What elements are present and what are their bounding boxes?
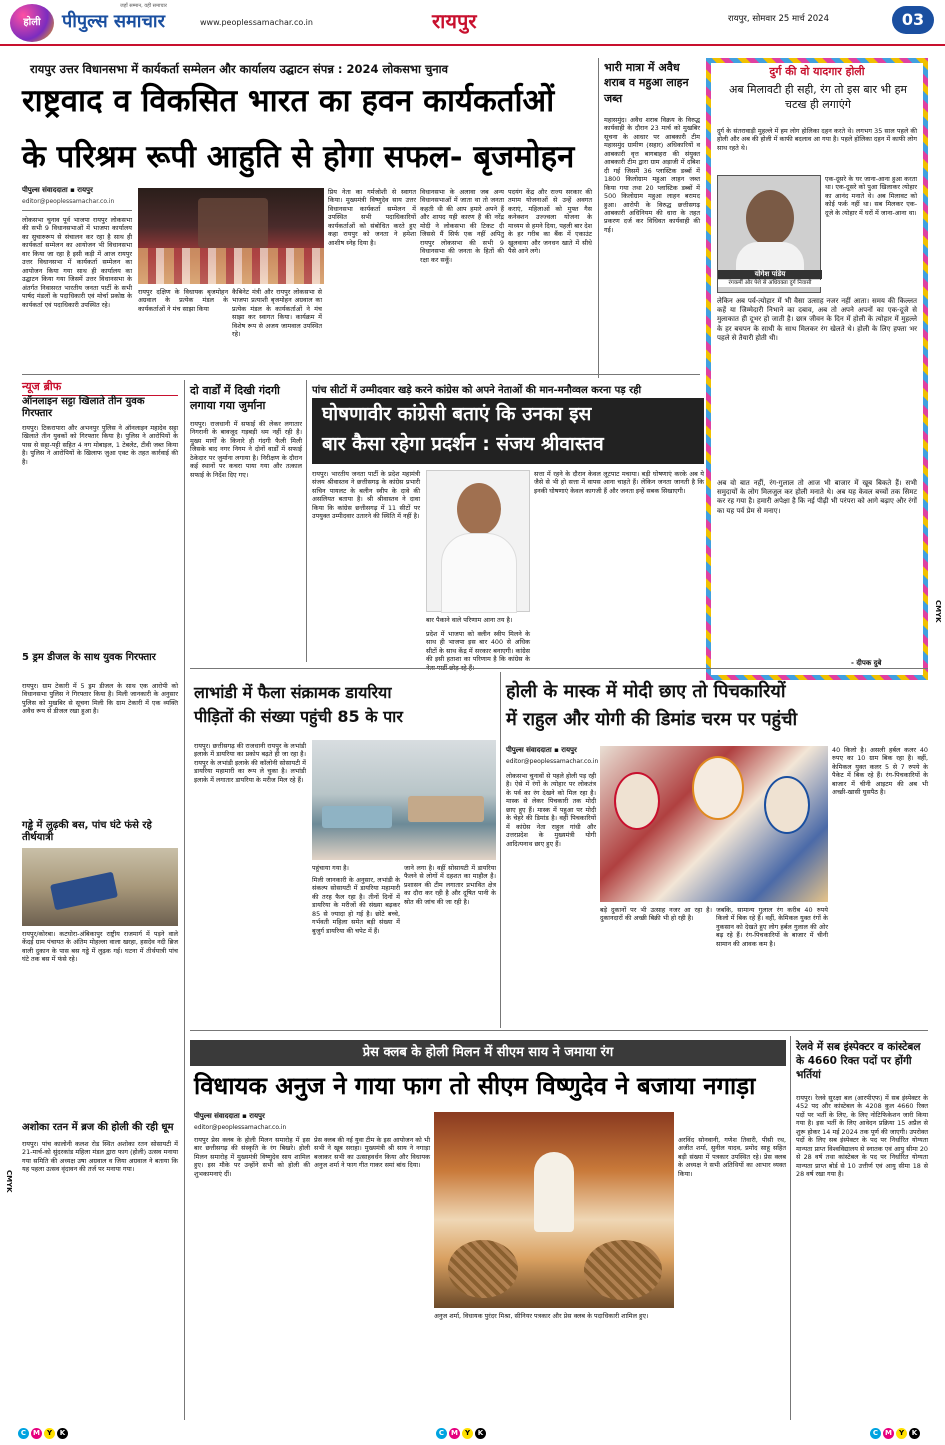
cmyk-y-dot: Y <box>44 1428 55 1439</box>
lead-col-4: विधानसभा के अलावा जब अन्य विधानसभाओं में जाता था तो जनता कहती थी की आप हमारे अपने हैं और शायद यही कारण है की नरेंद्र मोदी ने लोकसभा की टिकट दी जिससे मैं सिर्फ एक नहीं अपितु रायपुर लोकसभा की सभी 9 विधानसभा की जनता के हितों की रक्षा कर सकूँ। <box>420 188 504 264</box>
congress-text-2: प्रदेश में भाजपा को क्लीन स्वीप मिलने के साथ ही भाजपा इस बार 400 से अधिक सीटों के साथ केंद्र में सरकार बनाएगी। कांग्रेस की इसी हताशा का परिणाम है कि कांग्रेस के <box>426 630 530 664</box>
news-brief-label: न्यूज ब्रीफ <box>22 380 178 396</box>
hospital-bed-1 <box>322 806 392 828</box>
holi-person-photo <box>717 175 821 293</box>
cm-figure <box>534 1152 574 1232</box>
holi-column-byline: - दीपक दुबे <box>851 659 882 667</box>
congress-text-3: सत्ता में रहने के दौरान केवल लूटपाट मचाया। बड़ी घोषणाएं करके अब ये जैसे से भी हो सत्ता में वापस आना चाहते हैं। लेकिन जनता जानती है कि इनकी घोषणाएं केवल कागजी हैं और जनता इन्हें सबक सिखाएगी। <box>534 470 704 495</box>
page-number: 03 <box>892 6 934 34</box>
cmyk-c-dot: C <box>18 1428 29 1439</box>
cm-holi-photo <box>434 1112 674 1308</box>
lead-photo-crowd <box>138 248 324 284</box>
diarrhea-text-1: रायपुर। छत्तीसगढ़ की राजधानी रायपुर के लभांडी इलाके में डायरिया का प्रकोप बढ़ते ही जा रहा है। रायपुर के लभांडी इलाके की कॉलोनी सोसायटी में डायरिया महामारी का रूप ले चुका है। लभांडी इलाके में लगातार डायरिया के मरीज मिल रहे हैं। <box>194 742 306 784</box>
holi-masks-byline-name: पीपुल्स संवाददाता <box>506 746 552 754</box>
lead-side-divider <box>598 58 599 378</box>
city-name: रायपुर <box>432 9 477 33</box>
holi-masks-text-2: जबकि, सामान्य गुलाल रंग करीब 40 रुपये किलो में बिक रहे हैं। वहीं, केमिकल युक्त रंगों के नुकसान को देखते हुए लोग हर्बल गुलाल की ओर बढ़ रहे हैं। रंग-पिचकारियों के बाजार में चीनी सामान की आवक कम है। <box>716 906 828 948</box>
holi-column-box <box>706 58 928 680</box>
lead-byline-city: रायपुर <box>77 186 93 194</box>
cmyk-k-dot: K <box>57 1428 68 1439</box>
sanjay-photo <box>426 470 530 612</box>
railway-text: रायपुर। रेलवे सुरक्षा बल (आरपीएफ) में सब इंस्पेक्टर के 452 पद और कांस्टेबल के 4208 कुल 4660 रिक्त पदों पर भर्ती के लिए, के लिए नोटिफिकेशन जारी किया गया है। इस भर्ती के लिए आवेदन प्रक्रिया 15 अप्रैल से शुरू होकर 14 मई 2024 तक पूर्ण की जाएगी। उपरोक्त पदों के लिए सब इंस्पेक्टर के पद पर निर्धारित योग्यता मान्यता प्राप्त विश्वविद्यालय से स्नातक एवं आयु सीमा 20 से 28 वर्ष तथा कांस्टेबल के पद पर निर्धारित योग्यता मान्यता प्राप्त बोर्ड से 10 उत्तीर्ण एवं आयु सीमा 18 से 28 वर्ष रखा गया है। <box>796 1094 928 1179</box>
lead-byline: पीपुल्स संवाददाता ▪ रायपुर <box>22 186 93 194</box>
garbage-divider <box>306 380 307 662</box>
lead-email[interactable]: editor@peoplessamachar.co.in <box>22 198 115 205</box>
congress-photo-caption: बार पैकाने वाले परिणाम आना तय है। <box>426 616 513 624</box>
footer-cmyk-left <box>18 1428 70 1439</box>
lead-photo <box>138 188 324 284</box>
cm-holi-text-1: रायपुर प्रेस क्लब के होली मिलन समारोह में इस बार छत्तीसगढ़ की संस्कृति के रंग बिखरे। होली मिलन समारोह में मुख्यमंत्री विष्णुदेव साय शामिल हुए। इस मौके पर उन्होंने सभी को होली की शुभकामनाएं दीं। <box>194 1136 310 1178</box>
congress-headline-1: घोषणावीर कांग्रेसी बताएं कि उनका इस <box>322 403 592 425</box>
cmyk-c-dot-right: C <box>870 1428 881 1439</box>
diarrhea-headline-1: लाभांडी में फैला संक्रामक डायरिया <box>194 683 392 702</box>
cmyk-m-dot-right: M <box>883 1428 894 1439</box>
cmyk-y-dot-center: Y <box>462 1428 473 1439</box>
diarrhea-text-2: मिली जानकारी के अनुसार, लभांडी के संकल्प सोसायटी में डायरिया महामारी की तरह फैल रहा है। तीनों दिनों में डायरिया के मरीजों की संख्या बढ़कर 85 से ज्यादा हो गई है। छोटे बच्चे, गर्भवती महिला समेत बड़ी संख्या में बुजुर्ग डायरिया की चपेट में हैं। <box>312 876 400 935</box>
cm-holi-byline: पीपुल्स संवाददाता ▪ रायपुर <box>194 1112 265 1120</box>
cmyk-y-dot-right: Y <box>896 1428 907 1439</box>
holi-masks-headline-1: होली के मास्क में मोदी छाए तो पिचकारियों <box>506 681 786 702</box>
garbage-text: रायपुर। राजधानी में सफाई की लेकर लगातार निगरानी के बावजूद गड़बड़ी थम नहीं रही है। मुख्य मार्गों के किनारे ही गंदगी फैली मिली जिसके बाद नगर निगम ने दोनों वार्डों में सफाई ठेकेदार पर जुर्माना लगाया है। निरीक्षण के दौरान कई स्थानों पर कचरा पाया गया और तत्काल सफाई के निर्देश दिए गए। <box>190 420 302 479</box>
holi-column-title: दुर्ग की वो यादगार होली <box>769 65 865 78</box>
holi-column-text-4: अब वो बात नहीं, रंग-गुलाल तो आज भी बाजार में खूब बिकते हैं। सभी समुदायों के लोग मिलजुल कर होली मनाते थे। अब यह केवल बच्चों तक सिमट कर रह गया है। हमारी अपेक्षा है कि नई पीढ़ी भी परंपरा को आगे बढ़ाए और रंगों का यह पर्व प्रेम से मनाए। <box>717 479 917 515</box>
holi-column-text-1: दुर्ग के संतरावाड़ी मुहल्ले में हम लोग होलिका दहन करते थे। लगभग 35 साल पहले की होली और अब की होली में काफी बदलाव आ गया है। पहले होलिका दहन में काफी लोग साथ रहते थे। <box>717 127 917 152</box>
lead-col-2: कैबिनेट मंत्री और रायपुर लोकसभा से भाजपा प्रत्याशी बृजमोहन अग्रवाल का प्रत्येक मंडल के कार्यकर्ताओं ने मंच साझा कर स्वागत किया। कार्यक्रम में विशेष रूप से अजय जामवाल उपस्थित रहे। <box>232 288 322 339</box>
lead-photo-caption: रायपुर दक्षिण के विधायक बृजमोहन अग्रवाल के प्रत्येक मंडल के कार्यकर्ताओं ने मंच साझा किया <box>138 288 228 313</box>
cm-holi-text-3: अरविंद सोनवानी, गणेश तिवारी, पीसी रथ, अजीत शर्मा, सुनील यादव, प्रमोद साहू सहित बड़ी संख्या में पत्रकार उपस्थित रहे। प्रेस क्लब के अध्यक्ष ने सभी अतिथियों का आभार व्यक्त किया। <box>678 1136 786 1178</box>
bus-shape <box>50 872 118 911</box>
holi-column-text-3: लेकिन अब पर्व-त्योहार में भी वैसा उत्साह नजर नहीं आता। समय की किल्लत कहें या जिम्मेदारी निभाने का दबाव, अब तो अपने अपनों का एक-दूजे से मुलाकात ही दूभर हो जाती है। छात्र जीवन के दिन में होली के त्योहार में मुहल्ले के हर बचपन के साथी के साथ मिलकर रंग खेलते थे। होली के लिए हफ्ता भर पहले से तैयारी होती थी। <box>717 297 917 342</box>
person-shirt <box>736 242 804 270</box>
holi-badge-label: होली <box>23 17 41 28</box>
brief-headline-3: गड्ढे में लुढ़की बस, पांच घंटे फंसे रहे तीर्थयात्री <box>22 820 152 843</box>
holi-masks-byline: पीपुल्स संवाददाता ▪ रायपुर <box>506 746 577 754</box>
mask-face-3 <box>764 776 810 834</box>
diarrhea-headline-2: पीड़ितों की संख्या पहुंची 85 के पार <box>194 707 403 726</box>
liquor-text: महासमुंद। अवैध शराब विक्रय के विरुद्ध कार्यवाही के दौरान 23 मार्च को मुखबिर सूचना के आधार पर आबकारी टीम महासमुंद ग्रामीण (सहार) अधिकारियों व आबकारी वृत्त बागबाहरा की संयुक्त आबकारी टीम द्वारा ग्राम अड़ाजी में दबिश दी गई जिसमें 36 प्लास्टिक डब्बों में 1800 किलोग्राम महुआ लाहन जब्त किया गया तथा 20 प्लास्टिक डब्बों में 500 किलोग्राम महुआ लाहन बरामद हुआ। आरोपी के विरुद्ध छत्तीसगढ़ आबकारी अधिनियम की धारा के तहत प्रकरण दर्ज कर विधिवत कार्यवाही की गई। <box>604 116 700 234</box>
diarrhea-divider <box>500 672 501 1028</box>
footer-cmyk-center <box>436 1428 488 1439</box>
congress-kicker: पांच सीटों में उम्मीदवार खड़े करने कांग्रेस को अपने नेताओं की मान-मनौव्वल करना पड़ रही <box>312 385 642 396</box>
brief-divider <box>184 380 185 1420</box>
lead-photo-stage <box>198 198 268 248</box>
nagada-drum-2 <box>584 1240 662 1300</box>
masks-photo <box>600 746 828 902</box>
lead-byline-name: पीपुल्स संवाददाता <box>22 186 68 194</box>
cm-holi-byline-city: रायपुर <box>249 1112 265 1120</box>
holi-person-name: योगेश पांडेय <box>718 270 822 279</box>
cmyk-m-dot-center: M <box>449 1428 460 1439</box>
lead-col-5: पदयंग केंद्र और राज्य सरकार की तमाम योजनाओं से उन्हें अवगत कराएं, महिलाओं को मुफ्त गैस कनेक्शन उज्ज्वला योजना के माध्यम से हमने दिया, पहली बार देश के हर गरीब का बैंक में एकाउंट खुलवाया और जनधन खाते में सीधे पैसे आने लगे। <box>508 188 592 256</box>
lead-bottom-rule <box>22 374 700 375</box>
holi-column-subtitle: अब मिलावटी ही सही, रंग तो इस बार भी हम चटख ही लगाएंगे <box>729 83 907 111</box>
holi-masks-text-3: 40 किलो है। असली हर्बल कलर 40 रुपए का 10 ग्राम बिक रहा है। वहीं, केमिकल युक्त कलर 5 से 7 रुपये के पैकेट में बिक रहे हैं। रंग-पिचकारियों के बाजार में चीनी आइटम की अब भी अच्छी-खासी घुसपैठ है। <box>832 746 928 797</box>
garbage-headline: दो वार्डों में दिखी गंदगी लगाया गया जुर्माना <box>190 384 280 412</box>
mid-rule <box>190 668 928 669</box>
holi-person-caption: रंगकर्मी और पेशे से अधिवक्ता दुर्ग निवासी <box>718 280 822 287</box>
congress-headline-2: बार कैसा रहेगा प्रदर्शन : संजय श्रीवास्तव <box>322 433 604 455</box>
railway-divider <box>790 1036 791 1420</box>
cm-holi-photo-caption: अनुज शर्मा, विधायक पुरंदर मिश्रा, सीनियर पत्रकार और प्रेस क्लब के पदाधिकारी शामिल हुए। <box>434 1312 649 1320</box>
sanjay-kurta <box>441 533 517 613</box>
dateline: रायपुर, सोमवार 25 मार्च 2024 <box>728 14 829 24</box>
website[interactable]: www.peoplessamachar.co.in <box>200 18 313 27</box>
holi-masks-byline-city: रायपुर <box>561 746 577 754</box>
liquor-headline: भारी मात्रा में अवैध शराब व महुआ लाहन जब्त <box>604 61 689 105</box>
lead-byline-rule <box>22 210 132 211</box>
brief-headline-4: अशोका रतन में ब्रज की होली की रही धूम <box>22 1122 174 1133</box>
mask-face-1 <box>614 772 660 830</box>
cmyk-m-dot: M <box>31 1428 42 1439</box>
brief-headline-1: ऑनलाइन सट्टा खिलाते तीन युवक गिरफ्तार <box>22 396 145 419</box>
railway-headline: रेलवे में सब इंस्पेक्टर व कांस्टेबल के 4660 रिक्त पदों पर होंगी भर्तियां <box>796 1041 921 1082</box>
cm-holi-kicker: प्रेस क्लब के होली मिलन में सीएम साय ने जमाया रंग <box>362 1045 614 1060</box>
person-icon <box>746 190 794 246</box>
brief-text-3: रायपुर/कोरबा। कटघोरा-अंबिकापुर राष्ट्रीय राजमार्ग में पड़ने वाले केंदई ग्राम पंचायत के अंतिम मोहल्ला वाला खरहा, हसदेव नदी ब्रिज वाली दुकान के पास बस गड्ढे में लुढ़क गई। घटना में तीर्थयात्री पांच घंटे तक बस में फंसे रहे। <box>22 930 178 964</box>
lead-headline-line-2: के परिश्रम रूपी आहुति से होगा सफल- बृजमोहन <box>22 139 575 175</box>
brief-headline-2: 5 ड्रम डीजल के साथ युवक गिरफ्तार <box>22 652 156 663</box>
sanjay-face <box>457 483 501 535</box>
congress-text-1: रायपुर। भारतीय जनता पार्टी के प्रदेश महामंत्री संजय श्रीवास्तव ने छत्तीसगढ़ के कांग्रेस प्रभारी सचिन पायलट के बलीन स्वीप के दावे की असलियत बताया है। श्री श्रीवास्तव ने दावा किया कि कांग्रेस छत्तीसगढ़ में 11 सीटों पर उपयुक्त उम्मीदवार उतारने की स्थिति में नहीं है। <box>312 470 420 521</box>
cm-holi-email[interactable]: editor@peoplessamachar.co.in <box>194 1124 287 1131</box>
diarrhea-text-1b <box>194 906 306 1024</box>
holi-column-text-2: एक-दूसरे के घर जाना-आना हुआ करता था। एक-दूसरे को पुआ खिलाकर त्योहार का आनंद मनाते थे। अब मिलावट को कोई फर्क नहीं था। सब मिलकर एक-दूजे के त्योहार में घरों में जाना-आना था। <box>825 175 917 217</box>
lead-col-3: प्रिय नेता का गर्मजोशी से स्वागत किया। मुख्यमंत्री विष्णुदेव साय उत्तर विधानसभा कार्यकर्ता सम्मेलन में उपस्थित सभी पदाधिकारियों कार्यकर्ताओं को संबोधित करते हुए कहा रायपुर को जनता ने हमेशा आशीष स्नेह दिया है। <box>328 188 416 247</box>
cm-holi-text-2: प्रेस क्लब की नई युवा टीम के इस आयोजन को भी सभी ने खूब सराहा। मुख्यमंत्री श्री साय ने नगाड़ा बजाकर सभी का उत्साहवर्धन किया और विधायक अनुज शर्मा ने फाग गीत गाकर समां बांध दिया। <box>314 1136 430 1170</box>
masks-photo-caption: बड़े दुकानों पर भी उत्साह नजर आ रहा है। दुकानदारों की अच्छी बिक्री भी हो रही है। <box>600 906 712 923</box>
holi-badge <box>10 4 54 42</box>
diarrhea-text-3: जाने लगा है। वहीं सोसायटी में डायरिया फैलने से लोगों में दहशत का माहौल है। प्रशासन की टीम लगातार प्रभावित क्षेत्र का दौरा कर रही है और दूषित पानी के स्रोत की जांच की जा रही है। <box>404 864 496 906</box>
cmyk-k-dot-right: K <box>909 1428 920 1439</box>
side-cmyk-mark-left: CMYK <box>5 1170 14 1193</box>
cmyk-c-dot-center: C <box>436 1428 447 1439</box>
nagada-drum-1 <box>448 1240 518 1298</box>
mask-face-2 <box>692 756 744 820</box>
masthead <box>0 0 945 46</box>
holi-masks-email[interactable]: editor@peoplessamachar.co.in <box>506 758 599 765</box>
brief-text-4: रायपुर। पांच कालोनी कलश रोड स्थित अशोका रतन सोसायटी में 21-मार्च-को सुंदरकांड महिला मंडल द्वारा फाग (होली) उत्सव मनाया गया समिति की अध्यक्ष उषा अग्रवाल व जिया अग्रवाल ने बताया कि यह पहला उत्सव वृंदावन की तर्ज पर मनाया गया। <box>22 1140 178 1174</box>
holi-masks-headline-2: में राहुल और योगी की डिमांड चरम पर पहुंची <box>506 709 798 730</box>
cm-holi-byline-name: पीपुल्स संवाददाता <box>194 1112 240 1120</box>
paper-name: पीपुल्स समाचार <box>62 11 165 32</box>
side-cmyk-mark-right: CMYK <box>934 600 943 623</box>
brief-text-1: रायपुर। टिकरापारा और अभनपुर पुलिस ने ऑनलाइन महादेव सट्टा खिलाते तीन युवकों को गिरफ्तार किया है। पुलिस ने आरोपियों के पास से सट्टा-पट्टी सहित 4 नग मोबाइल, 1 टेबलेट, टीवी जब्त किया है। पुलिस ने आरोपियों के खिलाफ जुआ एक्ट के तहत कार्रवाई की है। <box>22 424 178 466</box>
footer-cmyk-right <box>870 1428 922 1439</box>
lead-col-1: लोकसभा चुनाव पूर्व भाजपा रायपुर लोकसभा की सभी 9 विधानसभाओं में भाजपा कार्यालय का सुचारुरूप से संचालन कर रहा है साथ ही कार्यकर्ता सम्मेलन का आयोजन भी विधानसभा वार किया जा रहा है इसी कड़ी में आज रायपुर उत्तर विधानसभा में कार्यकर्ता सम्मेलन का आयोजन किया गया साथ ही कार्यालय का उद्घाटन किया गया जिसमें उत्तर विधानसभा के अंतर्गत निवासरत भारतीय जनता पार्टी के सभी पार्षद मंडलों के पदाधिकारी एवं मोर्चा प्रकोष्ठ के कार्यकर्ता एवं पदाधिकारी उपस्थित रहे। <box>22 216 132 309</box>
hospital-bed-2 <box>408 796 484 822</box>
lower-rule <box>190 1030 928 1031</box>
lead-kicker: रायपुर उत्तर विधानसभा में कार्यकर्ता सम्मेलन और कार्यालय उद्घाटन संपन्न : 2024 लोकसभा चुनाव <box>30 62 448 76</box>
cm-holi-headline: विधायक अनुज ने गाया फाग तो सीएम विष्णुदेव ने बजाया नगाड़ा <box>194 1071 756 1100</box>
congress-headline-box <box>312 398 704 464</box>
bus-accident-photo <box>22 848 178 926</box>
holi-masks-text-1: लोकसभा चुनावों से पहले होली पड़ रही है। ऐसे में रंगों के त्योहार पर लोकतंत्र के पर्व का रंग देखने को मिल रहा है। मास्क से लेकर पिचकारी तक मोदी छाए हुए हैं। मास्क में पहुआ पर मोदी के चेहरे की डिमांड है। वहीं पिचकारियों में कांग्रेस नेता राहुल गांधी और उत्तरप्रदेश के मुख्यमंत्री योगी आदित्यनाथ छाए हुए हैं। <box>506 772 596 848</box>
cm-holi-kicker-bar <box>190 1040 786 1066</box>
hospital-photo-caption: पहुंचाया गया है। <box>312 864 349 872</box>
hospital-photo <box>312 740 496 860</box>
cmyk-k-dot-center: K <box>475 1428 486 1439</box>
paper-tag: जहाँ सम्मान, वहीं समाचार <box>120 3 167 9</box>
brief-text-2: रायपुर। ग्राम टेकारी में 5 ड्रम डीजल के साथ एक आरोपी को विधानसभा पुलिस ने गिरफ्तार किया है। मिली जानकारी के अनुसार पुलिस को मुखबिर से सूचना मिली कि ग्राम टेकारी में एक व्यक्ति अवैध रूप से डीजल रखा हुआ है। <box>22 682 178 716</box>
lead-headline-line-1: राष्ट्रवाद व विकसित भारत का हवन कार्यकर्ताओं <box>22 83 555 119</box>
